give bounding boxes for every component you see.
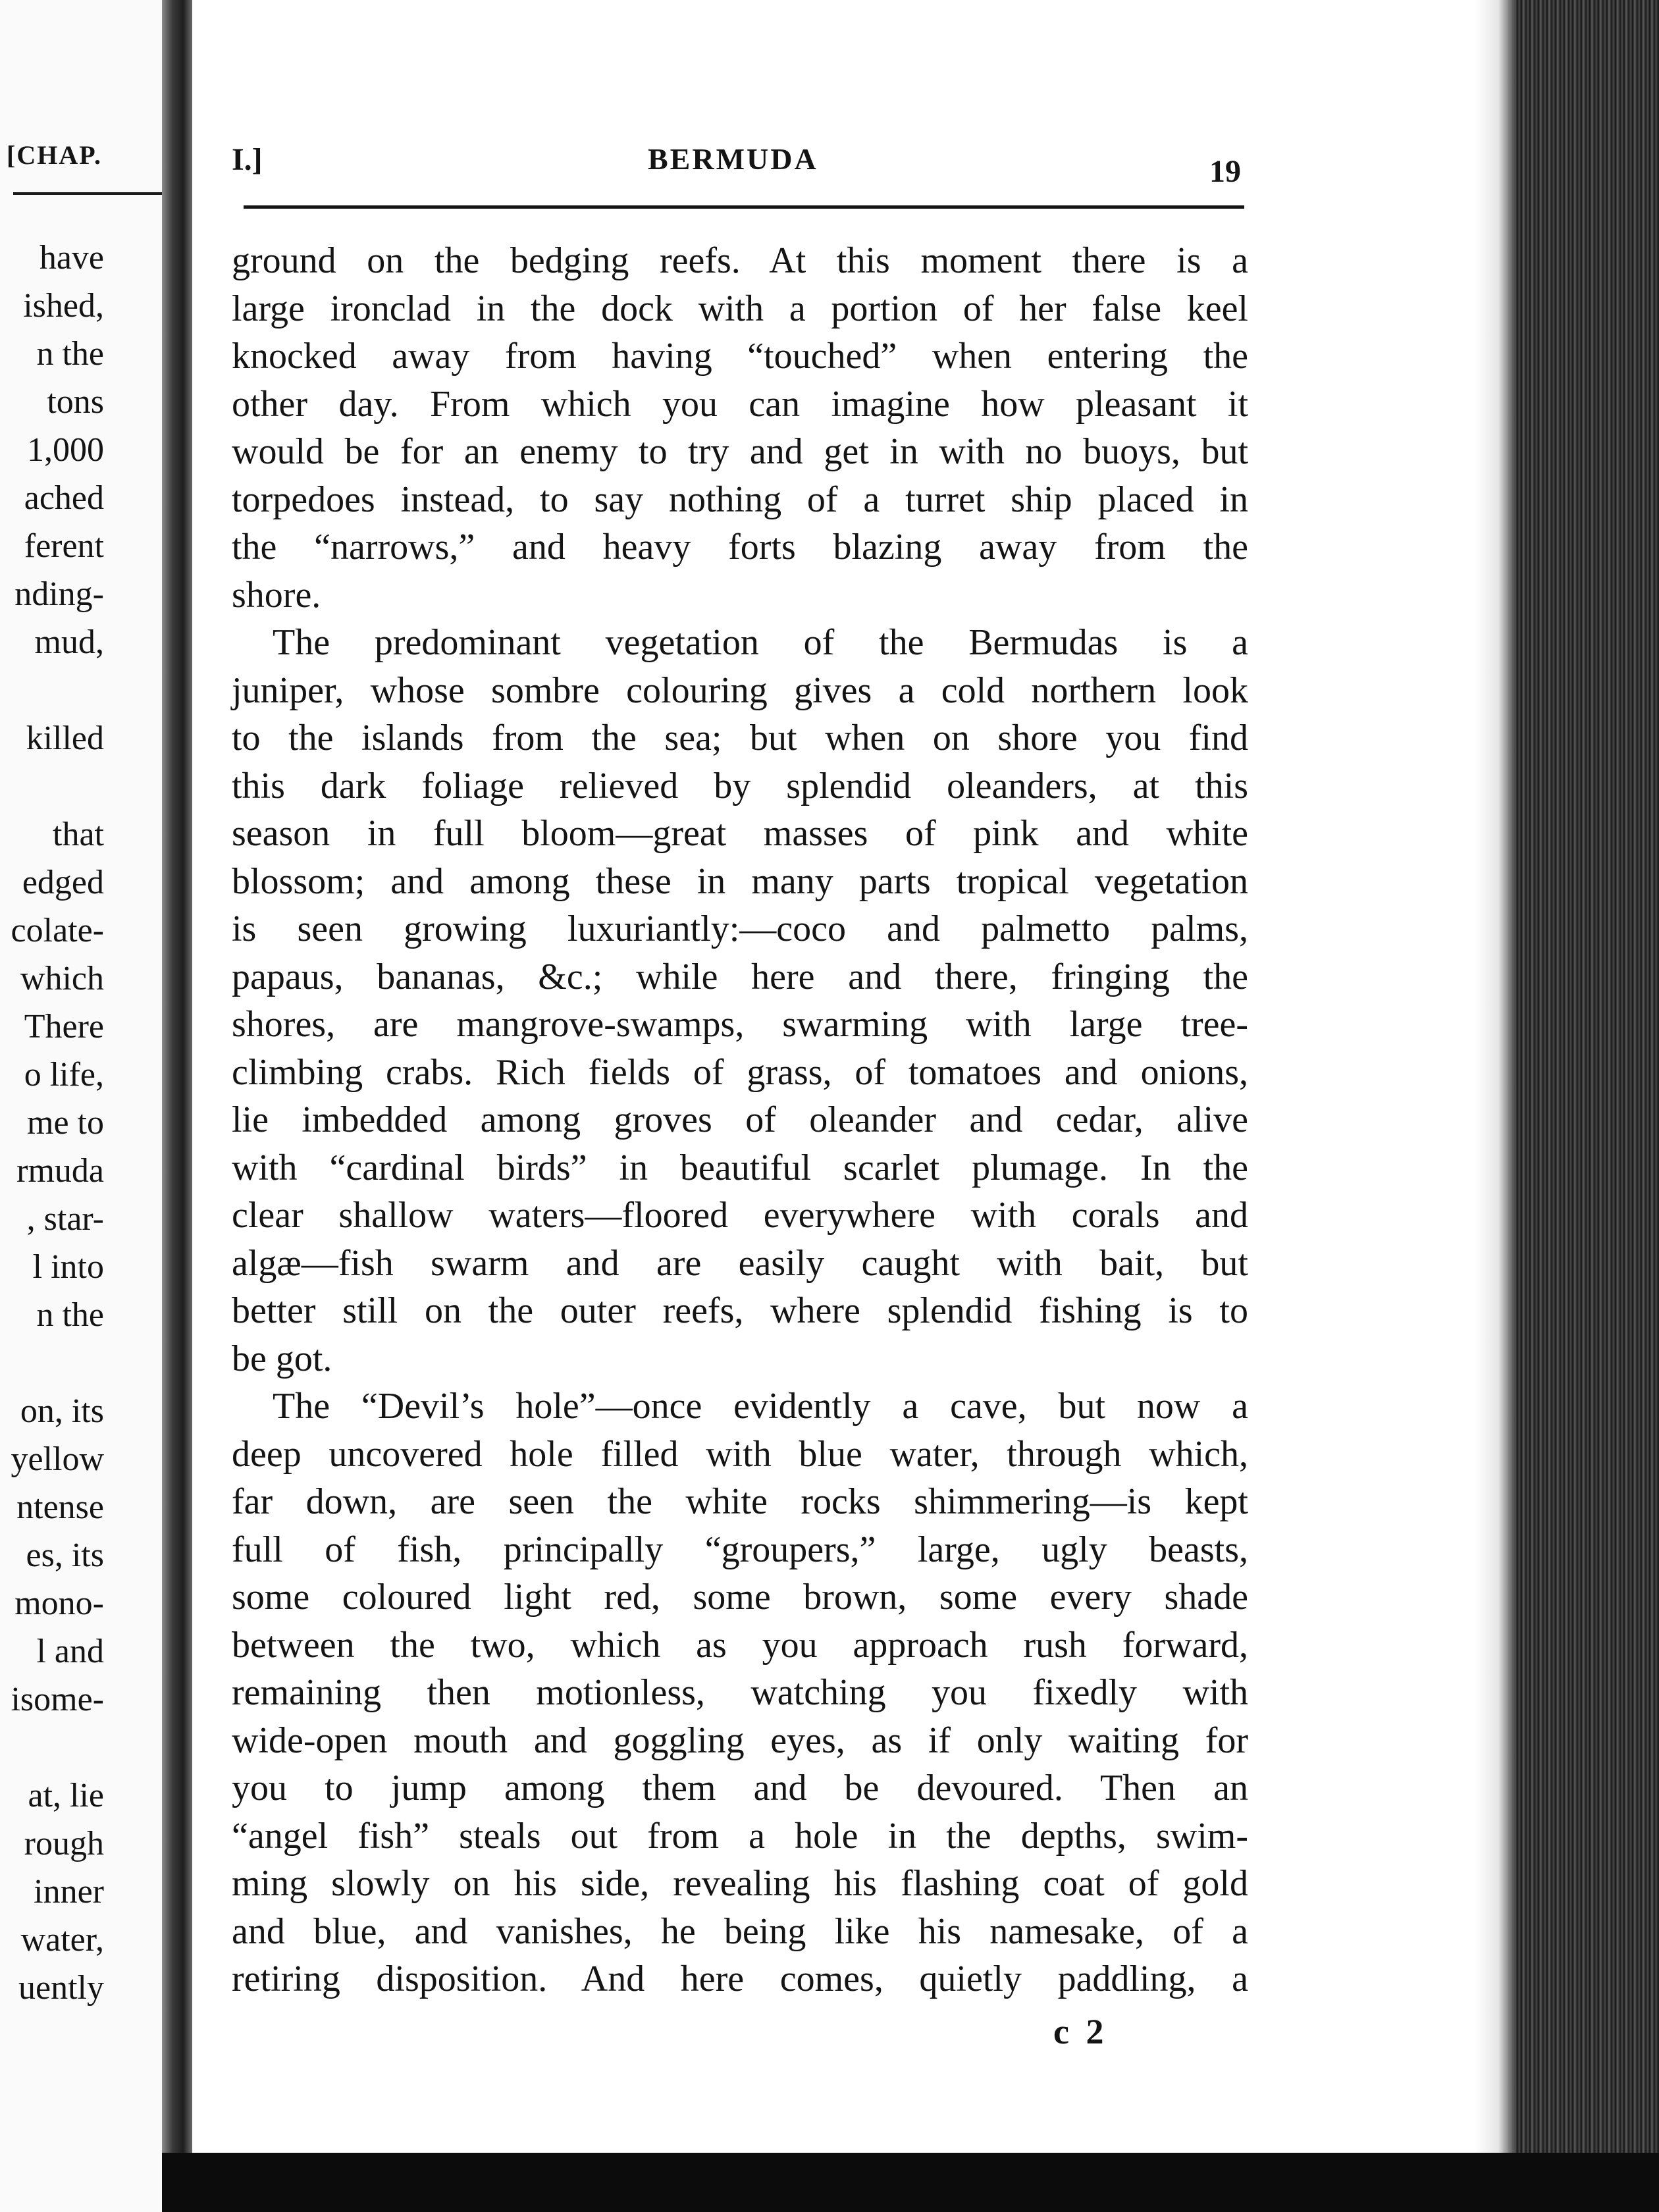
left-page-line: 1,000 <box>27 431 104 469</box>
page-edge-highlight <box>1475 0 1514 2153</box>
left-page-line: rough <box>24 1825 104 1862</box>
text-line: retiring disposition. And here comes, quietly paddling, a <box>232 1959 1248 1999</box>
book-gutter <box>162 0 192 2212</box>
text-line: is seen growing luxuriantly:—coco and palmetto palms, <box>232 908 1248 949</box>
text-line: would be for an enemy to try and get in with no buoys, but <box>232 431 1248 472</box>
left-page-line: ferent <box>24 527 104 565</box>
left-page-line: l into <box>32 1248 104 1286</box>
left-page-line: at, lie <box>28 1777 104 1814</box>
text-line: “angel fish” steals out from a hole in the depths, swim- <box>232 1815 1248 1856</box>
left-page-line: me to <box>27 1104 104 1142</box>
text-line: algæ—fish swarm and are easily caught with bait, but <box>232 1242 1248 1284</box>
left-page-line: n the <box>36 335 104 373</box>
left-page-line: nding- <box>14 575 104 613</box>
text-line: juniper, whose sombre colouring gives a cold northern look <box>232 670 1248 711</box>
text-line: climbing crabs. Rich fields of grass, of tomatoes and onions, <box>232 1051 1248 1093</box>
chapter-marker: I.] <box>232 142 263 177</box>
text-line: you to jump among them and be devoured. Then an <box>232 1768 1248 1808</box>
left-page-line: edged <box>22 864 104 901</box>
left-page-line: that <box>53 816 104 853</box>
text-line: lie imbedded among groves of oleander and cedar, alive <box>232 1099 1248 1140</box>
text-line: to the islands from the sea; but when on shore you find <box>232 718 1248 758</box>
left-page-line: es, its <box>26 1537 104 1574</box>
left-page-line: ished, <box>23 287 104 325</box>
left-page-line: killed <box>26 720 104 757</box>
text-line: far down, are seen the white rocks shimmering—is kept <box>232 1481 1248 1522</box>
text-line: better still on the outer reefs, where splendid fishing is to <box>232 1290 1248 1331</box>
text-line: papaus, bananas, &c.; while here and there, fringing the <box>232 956 1248 997</box>
left-page-line <box>11 1724 104 1772</box>
text-line: the “narrows,” and heavy forts blazing away from the <box>232 527 1248 567</box>
text-line: this dark foliage relieved by splendid oleanders, at this <box>232 765 1248 806</box>
body-text <box>232 237 1248 2003</box>
left-page-line: rmuda <box>16 1152 104 1190</box>
text-line: ming slowly on his side, revealing his flashing coat of gold <box>232 1863 1248 1904</box>
text-line: knocked away from having “touched” when entering the <box>232 336 1248 377</box>
text-line: The “Devil’s hole”—once evidently a cave, but now a <box>273 1386 1248 1427</box>
paragraph <box>232 1382 1248 2003</box>
text-line: shores, are mangrove-swamps, swarming with large tree- <box>232 1004 1248 1045</box>
left-page-line: ached <box>24 479 104 517</box>
paragraph <box>232 619 1248 1382</box>
text-line: ground on the bedging reefs. At this moment there is a <box>232 240 1248 281</box>
text-line: The predominant vegetation of the Bermudas is a <box>273 622 1248 663</box>
text-line: other day. From which you can imagine how pleasant it <box>232 383 1248 425</box>
left-page-line: There <box>24 1008 104 1045</box>
left-page-line: water, <box>20 1921 104 1959</box>
left-page-line: isome- <box>11 1681 104 1718</box>
text-line: some coloured light red, some brown, some every shade <box>232 1577 1248 1618</box>
left-page-line: uently <box>18 1969 104 2007</box>
left-page-line: colate- <box>11 912 104 949</box>
text-line: clear shallow waters—floored everywhere with corals and <box>232 1195 1248 1236</box>
running-header <box>232 142 1246 189</box>
left-page-line: which <box>20 960 104 997</box>
text-line: with “cardinal birds” in beautiful scarlet plumage. In the <box>232 1147 1248 1188</box>
left-page-line: n the <box>36 1296 104 1334</box>
text-line: and blue, and vanishes, he being like his namesake, of a <box>232 1910 1248 1952</box>
running-title: BERMUDA <box>648 142 818 176</box>
left-page-line: l and <box>36 1633 104 1670</box>
text-line: blossom; and among these in many parts tropical vegetation <box>232 860 1248 902</box>
text-line: full of fish, principally “groupers,” large, ugly beasts, <box>232 1529 1248 1570</box>
left-page-line: inner <box>34 1873 104 1910</box>
left-page-text <box>11 234 104 2012</box>
left-page-line <box>11 666 104 714</box>
left-page-line: tons <box>47 383 104 421</box>
left-page-header: [CHAP. <box>7 140 102 170</box>
left-page-line: ntense <box>16 1488 104 1526</box>
header-rule <box>244 205 1244 209</box>
page-number: 19 <box>1209 154 1241 189</box>
text-line: be got. <box>232 1338 332 1379</box>
text-line: season in full bloom—great masses of pink and white <box>232 813 1248 854</box>
text-line: deep uncovered hole filled with blue water, through which, <box>232 1433 1248 1475</box>
left-page-line: on, its <box>20 1392 104 1430</box>
left-page-rule <box>13 192 162 195</box>
left-page-line: , star- <box>26 1200 104 1238</box>
page-bottom-shadow <box>162 2153 1659 2212</box>
text-line: remaining then motionless, watching you fixedly with <box>232 1672 1248 1713</box>
text-line: large ironclad in the dock with a portion of her false keel <box>232 288 1248 329</box>
left-page-line: have <box>39 239 104 276</box>
left-page-line: mud, <box>34 623 104 661</box>
text-line: torpedoes instead, to say nothing of a turret ship placed in <box>232 479 1248 520</box>
signature-mark: c 2 <box>1053 2012 1108 2051</box>
left-page-line: yellow <box>11 1440 104 1478</box>
left-page <box>0 0 162 2212</box>
left-page-line: o life, <box>24 1056 104 1093</box>
left-page-line <box>11 1339 104 1387</box>
text-line: wide-open mouth and goggling eyes, as if only waiting for <box>232 1720 1248 1761</box>
left-page-line: mono- <box>14 1585 104 1622</box>
left-page-line <box>11 762 104 810</box>
text-line: shore. <box>232 574 321 616</box>
paragraph <box>232 237 1248 619</box>
text-line: between the two, which as you approach rush forward, <box>232 1624 1248 1666</box>
